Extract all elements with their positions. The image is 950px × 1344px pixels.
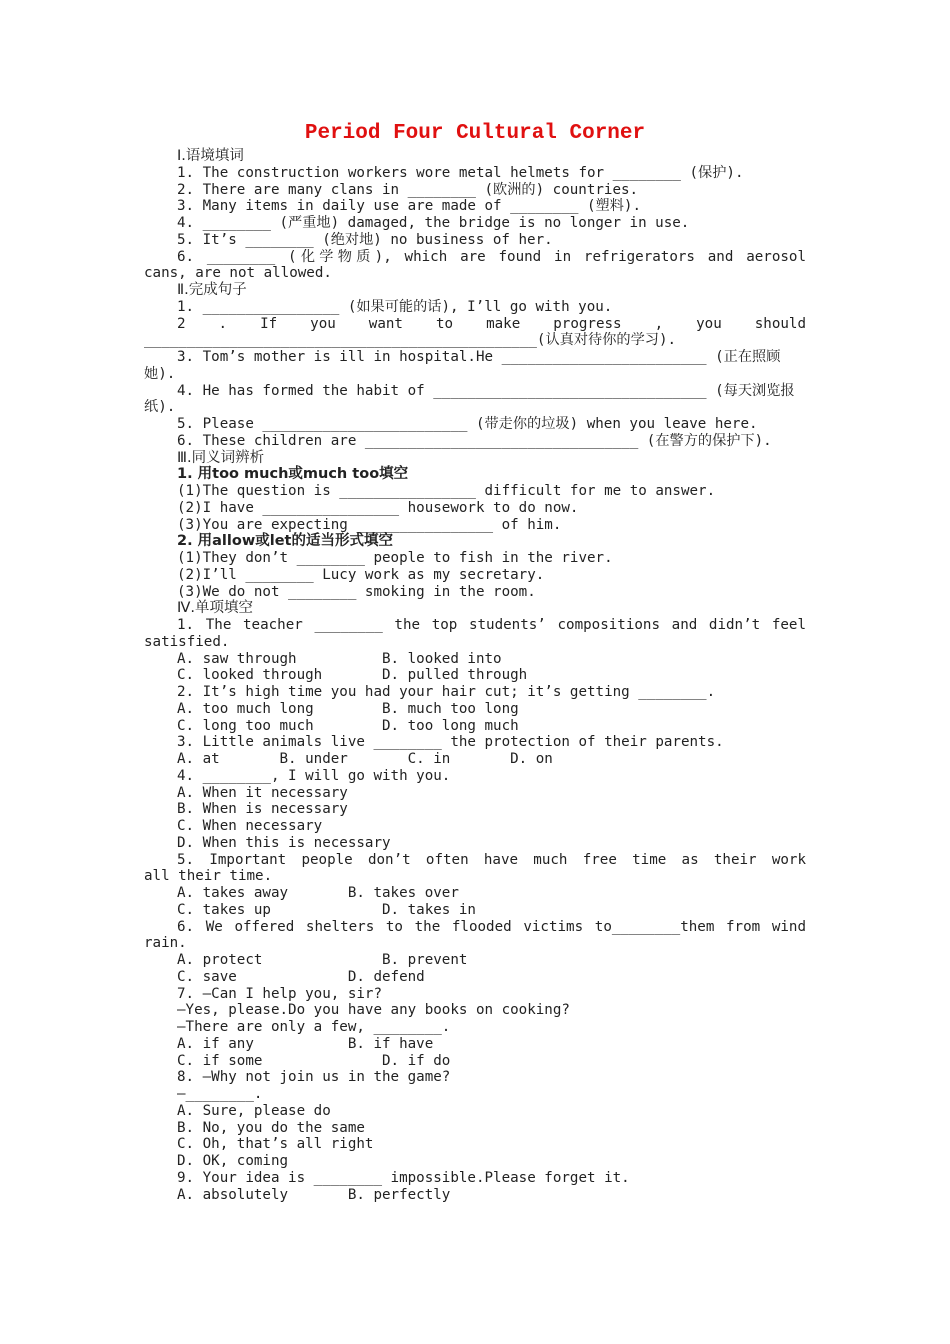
question-line: 1. The teacher ________ the top students’ compositions and didn’t feel [177, 617, 806, 633]
question-line: 9. Your idea is ________ impossible.Please forget it. [177, 1169, 630, 1186]
question-line: 3. Many items in daily use are made of ________ (塑料). [177, 198, 641, 215]
question-continuation: 她). [144, 365, 176, 382]
answer-options: C. long too much D. too long much [177, 717, 519, 734]
question-continuation: all their time. [144, 868, 273, 885]
section-heading-1: Ⅰ.语境填词 [177, 148, 244, 164]
section-heading-2: Ⅱ.完成句子 [177, 282, 247, 298]
answer-option: D. When this is necessary [177, 834, 391, 851]
question-line: 2 . If you want to make progress , you should [177, 315, 806, 332]
answer-option: A. Sure, please do [177, 1102, 331, 1119]
question-line: 3. Little animals live ________ the protection of their parents. [177, 734, 724, 751]
question-line: 2. It’s high time you had your hair cut; it’s getting ________. [177, 684, 716, 700]
question-line: 4. ________, I will go with you. [177, 767, 451, 784]
section-heading-3: Ⅲ.同义词辨析 [177, 449, 265, 466]
answer-options: C. if some D. if do [177, 1052, 451, 1069]
sub-heading: 2. 用allow或let的适当形式填空 [177, 533, 393, 550]
exercise-body [144, 148, 806, 1203]
section-heading-4: Ⅳ.单项填空 [177, 600, 253, 617]
question-line: (3)You are expecting ________________ of him. [177, 516, 562, 533]
question-line: 4. ________ (严重地) damaged, the bridge is no longer in use. [177, 215, 690, 231]
question-line: (2)I have ________________ housework to do now. [177, 499, 579, 516]
answer-option: A. When it necessary [177, 784, 348, 801]
answer-option: B. When is necessary [177, 801, 348, 818]
answer-options: A. absolutely B. perfectly [177, 1186, 451, 1203]
sub-heading: 1. 用too much或much too填空 [177, 466, 409, 483]
question-line: 8. —Why not join us in the game? [177, 1069, 451, 1086]
answer-option: B. No, you do the same [177, 1119, 365, 1136]
question-line: (3)We do not ________ smoking in the room. [177, 583, 536, 600]
answer-option: C. Oh, that’s all right [177, 1136, 374, 1153]
answer-option: C. When necessary [177, 818, 323, 834]
question-line: 6. These children are ________________________________ (在警方的保护下). [177, 432, 772, 449]
answer-options: A. if any B. if have [177, 1035, 434, 1052]
question-line: 6. We offered shelters to the flooded victims to________them from wind [177, 918, 806, 935]
answer-options: A. too much long B. much too long [177, 700, 519, 717]
question-continuation: ______________________________________________(认真对待你的学习). [144, 332, 677, 349]
answer-option: D. OK, coming [177, 1153, 289, 1169]
question-line: 5. It’s ________ (绝对地) no business of her. [177, 231, 553, 248]
question-line: (2)I’ll ________ Lucy work as my secretary. [177, 566, 545, 583]
answer-options: A. saw through B. looked into [177, 650, 502, 667]
answer-options: A. takes away B. takes over [177, 885, 459, 901]
answer-options: A. protect B. prevent [177, 952, 468, 968]
page-title: Period Four Cultural Corner [304, 122, 646, 145]
question-line: 5. Important people don’t often have much free time as their work [177, 851, 806, 868]
question-line: 7. —Can I help you, sir? [177, 985, 382, 1002]
question-continuation: satisfied. [144, 633, 230, 650]
question-line: 2. There are many clans in ________ (欧洲的) countries. [177, 181, 639, 198]
question-line: 6. ________ (化学物质), which are found in refrigerators and aerosol [177, 248, 806, 265]
dialogue-line: —There are only a few, ________. [177, 1019, 451, 1035]
dialogue-line: —________. [177, 1086, 263, 1102]
question-line: 3. Tom’s mother is ill in hospital.He ________________________ (正在照顾 [177, 349, 781, 365]
question-line: (1)The question is ________________ difficult for me to answer. [177, 483, 716, 499]
question-continuation: 纸). [144, 399, 176, 416]
answer-options: C. save D. defend [177, 968, 425, 985]
answer-options: A. at B. under C. in D. on [177, 751, 553, 767]
question-continuation: rain. [144, 935, 187, 952]
dialogue-line: —Yes, please.Do you have any books on cooking? [177, 1002, 570, 1019]
answer-options: C. takes up D. takes in [177, 901, 476, 918]
question-line: 5. Please ________________________ (带走你的垃圾) when you leave here. [177, 416, 758, 432]
question-line: 1. The construction workers wore metal helmets for ________ (保护). [177, 164, 744, 181]
question-line: 4. He has formed the habit of ________________________________ (每天浏览报 [177, 382, 795, 399]
question-line: 1. ________________ (如果可能的话), I’ll go with you. [177, 298, 613, 315]
question-continuation: cans, are not allowed. [144, 265, 332, 282]
answer-options: C. looked through D. pulled through [177, 667, 528, 684]
question-line: (1)They don’t ________ people to fish in the river. [177, 550, 613, 566]
